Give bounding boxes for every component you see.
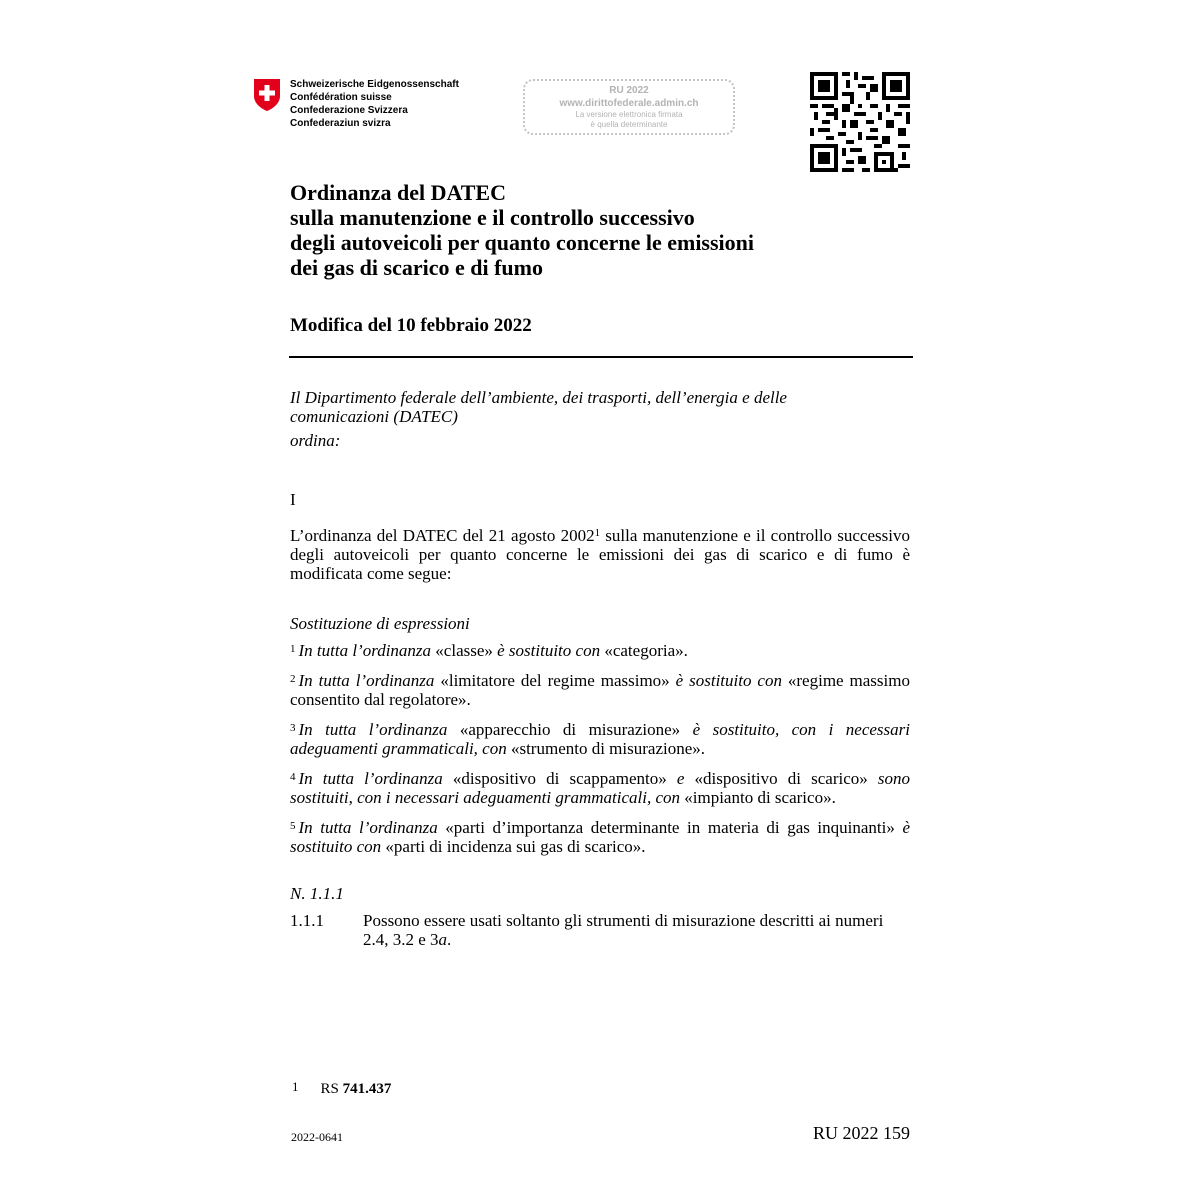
preamble-line: Il Dipartimento federale dell’ambiente, dei trasporti, dell’energia e delle <box>290 388 787 407</box>
footnote <box>292 1079 391 1098</box>
italic-text: In tutta l’ordinanza <box>298 720 448 739</box>
intro-text: L’ordinanza del DATEC del 21 agosto 2002 <box>290 526 595 545</box>
replacement-paragraph <box>290 817 910 856</box>
amendment-date: Modifica del 10 febbraio 2022 <box>290 315 532 336</box>
preamble-ordina: ordina: <box>290 431 341 450</box>
item-number: 1.1.1 <box>290 911 324 930</box>
number-heading: N. 1.1.1 <box>290 884 344 903</box>
title-divider <box>289 356 913 358</box>
replacement-paragraph <box>290 719 910 758</box>
text: «impianto di scarico». <box>680 788 836 807</box>
confederation-line: Confederaziun svizra <box>290 118 391 129</box>
italic-text: In tutta l’ordinanza <box>298 818 438 837</box>
paragraph-number: 3 <box>290 722 296 734</box>
electronic-version-stamp <box>523 79 735 135</box>
text: «strumento di misurazione». <box>506 739 706 758</box>
text: «classe» <box>431 641 498 660</box>
confederation-line: Confédération suisse <box>290 92 392 103</box>
footnote-prefix: RS <box>320 1081 343 1097</box>
text: Possono essere usati soltanto gli strumenti di misurazione descritti ai numeri 2.4, 3.2 e 3 <box>363 911 884 949</box>
qr-code-icon[interactable] <box>810 72 910 172</box>
text: «parti d’importanza determinante in materia di gas inquinanti» <box>437 818 903 837</box>
text: «parti di incidenza sui gas di scarico». <box>381 837 646 856</box>
intro-paragraph <box>290 526 910 583</box>
italic-text: a <box>438 930 448 949</box>
stamp-note: è quella determinante <box>590 120 668 129</box>
stamp-url[interactable]: www.dirittofederale.admin.ch <box>559 98 699 109</box>
text: . <box>447 930 452 949</box>
text: «apparecchio di misurazione» <box>447 720 693 739</box>
replacement-paragraph <box>290 768 910 807</box>
confederation-line: Schweizerische Eidgenossenschaft <box>290 79 459 90</box>
confederation-line: Confederazione Svizzera <box>290 105 408 116</box>
replacement-paragraph <box>290 640 910 660</box>
italic-text: è sostituito con <box>497 641 601 660</box>
text: «dispositivo di scarico» <box>684 769 878 788</box>
stamp-note: La versione elettronica firmata <box>575 110 683 119</box>
italic-text: è sostituito con <box>290 818 910 856</box>
footnote-number: 1 <box>292 1079 299 1094</box>
page-reference: RU 2022 159 <box>812 1123 910 1143</box>
section-number: I <box>290 490 296 509</box>
confederation-name <box>290 78 459 130</box>
swiss-cross-icon <box>252 78 282 112</box>
intro-text: sulla manutenzione e il controllo successivo degli autoveicoli per quanto concerne le emissioni dei gas di scarico e di fumo è modificata come segue: <box>290 526 910 583</box>
stamp-ru: RU 2022 <box>609 85 649 96</box>
title-line: sulla manutenzione e il controllo successivo <box>290 205 695 230</box>
title-line: dei gas di scarico e di fumo <box>290 255 543 280</box>
paragraph-number: 5 <box>290 820 296 832</box>
text: «limitatore del regime massimo» <box>434 671 676 690</box>
document-title <box>290 180 754 280</box>
replacement-paragraph <box>290 670 910 709</box>
preamble-line: comunicazioni (DATEC) <box>290 407 458 426</box>
footnote-ref[interactable]: 1 <box>594 527 601 539</box>
document-number: 2022-0641 <box>291 1130 343 1144</box>
title-line: Ordinanza del DATEC <box>290 180 506 205</box>
text: «dispositivo di scappamento» <box>442 769 677 788</box>
italic-text: sono sostituiti, con i necessari adeguamenti grammaticali, con <box>290 769 910 807</box>
text: «categoria». <box>600 641 688 660</box>
footnote-ref-number[interactable]: 741.437 <box>342 1081 392 1097</box>
paragraph-number: 2 <box>290 673 296 685</box>
preamble <box>290 388 910 450</box>
italic-text: In tutta l’ordinanza <box>298 641 432 660</box>
italic-text: In tutta l’ordinanza <box>298 671 435 690</box>
italic-text: e <box>676 769 685 788</box>
title-line: degli autoveicoli per quanto concerne le emissioni <box>290 230 755 255</box>
paragraph-number: 4 <box>290 771 296 783</box>
italic-text: In tutta l’ordinanza <box>298 769 443 788</box>
paragraph-number: 1 <box>290 643 296 655</box>
italic-text: è sostituito con <box>675 671 782 690</box>
text: «regime massimo consentito dal regolatore». <box>290 671 910 709</box>
italic-text: è sostituito, con i necessari adeguamenti grammaticali, con <box>290 720 910 758</box>
item-text <box>363 911 910 949</box>
replacement-heading: Sostituzione di espressioni <box>290 614 470 633</box>
